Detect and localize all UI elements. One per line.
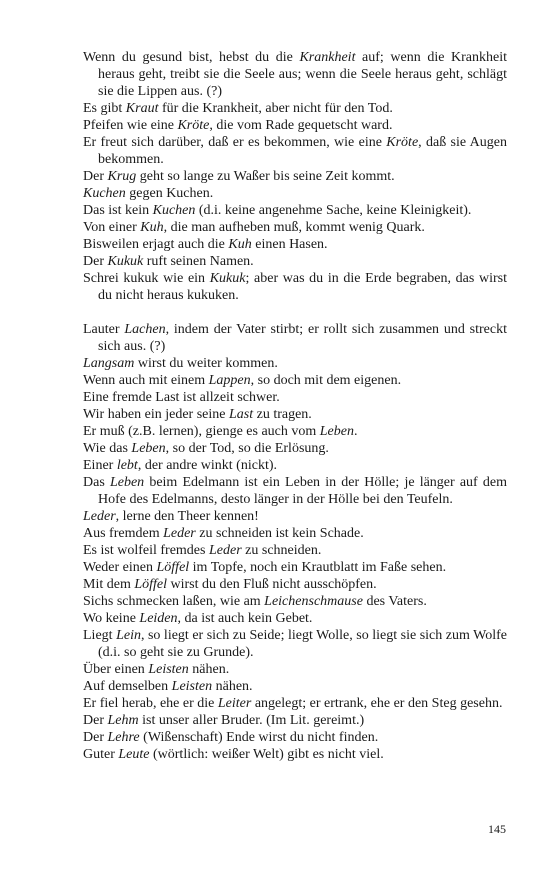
keyword-italic: Leiden: [139, 611, 178, 626]
keyword-italic: Leisten: [171, 679, 213, 694]
proverb-text: ruft seinen Namen.: [143, 254, 254, 269]
proverb-text: Er fiel herab, ehe er die: [83, 696, 218, 711]
proverb-text: ; aber was du in die Erde begraben, das wirst du nicht heraus kukuken.: [98, 271, 507, 303]
keyword-italic: Kuchen: [152, 203, 196, 218]
proverb-text: für die Krankheit, aber nicht für den Tod.: [158, 101, 393, 116]
proverb-text: angelegt; er ertrank, ehe er den Steg gesehn.: [251, 696, 503, 711]
proverb-text: zu schneiden.: [241, 543, 322, 558]
keyword-italic: lebt: [116, 458, 138, 473]
proverb-text: , die man aufheben muß, kommt wenig Quark.: [163, 220, 425, 235]
proverb-entry: [83, 168, 507, 185]
proverb-text: , da ist auch kein Gebet.: [177, 611, 313, 626]
proverb-entry: [83, 457, 507, 474]
proverb-entry: [83, 423, 507, 440]
proverb-entry: [83, 49, 507, 100]
keyword-italic: Kröte: [177, 118, 210, 133]
keyword-italic: Leiter: [217, 696, 252, 711]
proverb-entry: [83, 253, 507, 270]
proverb-text: Guter: [83, 747, 119, 762]
proverb-text: Das: [83, 475, 110, 490]
proverb-text: Der: [83, 169, 108, 184]
page-number: 145: [488, 822, 506, 836]
proverb-text: wirst du den Fluß nicht ausschöpfen.: [167, 577, 377, 592]
proverb-text: Einer: [83, 458, 117, 473]
keyword-italic: Lein: [116, 628, 141, 643]
proverb-text: zu schneiden ist kein Schade.: [195, 526, 364, 541]
proverb-entry: [83, 627, 507, 661]
proverb-text: Eine fremde Last ist allzeit schwer.: [83, 390, 280, 405]
proverb-text: Wie das: [83, 441, 132, 456]
proverb-text: , so doch mit dem eigenen.: [250, 373, 402, 388]
proverb-entry: [83, 746, 507, 763]
proverb-entry: [83, 389, 507, 406]
proverb-text: Er muß (z.B. lernen), gienge es auch vom: [83, 424, 320, 439]
keyword-italic: Lehm: [107, 713, 139, 728]
keyword-italic: Kuh: [228, 237, 252, 252]
proverb-text: Es ist wolfeil fremdes: [83, 543, 209, 558]
keyword-italic: Kuchen: [83, 186, 126, 201]
proverb-entry: [83, 525, 507, 542]
proverb-text: Bisweilen erjagt auch die: [83, 237, 229, 252]
proverb-text: Schrei kukuk wie ein: [83, 271, 210, 286]
proverb-text: , die vom Rade gequetscht ward.: [209, 118, 393, 133]
keyword-italic: Leder: [208, 543, 242, 558]
proverb-entry: [83, 372, 507, 389]
proverb-text: einen Hasen.: [251, 237, 328, 252]
keyword-italic: Kukuk: [209, 271, 246, 286]
proverb-entry: [83, 219, 507, 236]
keyword-italic: Lachen: [124, 322, 166, 337]
block-separator: [83, 304, 507, 321]
keyword-italic: Leder: [83, 509, 116, 524]
keyword-italic: Leben: [109, 475, 145, 490]
keyword-italic: Leben: [319, 424, 354, 439]
proverb-text: (d.i. keine angenehme Sache, keine Kleinigkeit).: [195, 203, 472, 218]
proverb-text: Der: [83, 254, 108, 269]
proverb-text: , der andre winkt (nickt).: [137, 458, 278, 473]
proverb-text: (wörtlich: weißer Welt) gibt es nicht viel.: [149, 747, 384, 762]
proverb-entry: [83, 678, 507, 695]
proverb-entry: [83, 576, 507, 593]
proverb-list: [83, 49, 507, 763]
proverb-text: Aus fremdem: [83, 526, 164, 541]
proverb-entry: [83, 236, 507, 253]
proverb-text: , lerne den Theer kennen!: [115, 509, 259, 524]
proverb-text: auf; wenn die Krankheit heraus geht, treibt sie die Seele aus; wenn die Seele heraus geht, schlägt sie die Lippen aus. (?): [98, 50, 507, 99]
proverb-text: Auf demselben: [83, 679, 172, 694]
proverb-text: Der: [83, 713, 108, 728]
proverb-entry: [83, 559, 507, 576]
proverb-text: Er freut sich darüber, daß er es bekommen, wie eine: [83, 135, 387, 150]
keyword-italic: Leisten: [148, 662, 189, 677]
proverb-entry: [83, 134, 507, 168]
proverb-text: Mit dem: [83, 577, 135, 592]
proverb-entry: [83, 406, 507, 423]
keyword-italic: Löffel: [156, 560, 190, 575]
proverb-entry: [83, 202, 507, 219]
proverb-text: , indem der Vater stirbt; er rollt sich zusammen und streckt sich aus. (?): [98, 322, 508, 354]
proverb-entry: [83, 661, 507, 678]
proverb-text: Über einen: [83, 662, 149, 677]
proverb-text: zu tragen.: [253, 407, 312, 422]
proverb-entry: [83, 270, 507, 304]
proverb-entry: [83, 440, 507, 457]
keyword-italic: Krankheit: [299, 50, 356, 65]
proverb-text: wirst du weiter kommen.: [134, 356, 278, 371]
keyword-italic: Leichenschmause: [264, 594, 363, 609]
proverb-entry: [83, 474, 507, 508]
proverb-text: Wo keine: [83, 611, 140, 626]
proverb-text: Wir haben ein jeder seine: [83, 407, 229, 422]
proverb-text: , daß sie Augen bekommen.: [98, 135, 507, 167]
proverb-text: Von einer: [83, 220, 141, 235]
proverb-text: .: [353, 424, 358, 439]
proverb-text: (Wißenschaft) Ende wirst du nicht finden.: [139, 730, 379, 745]
proverb-entry: [83, 593, 507, 610]
proverb-text: Wenn auch mit einem: [83, 373, 209, 388]
proverb-entry: [83, 610, 507, 627]
keyword-italic: Lappen: [208, 373, 251, 388]
keyword-italic: Last: [228, 407, 254, 422]
proverb-text: beim Edelmann ist ein Leben in der Hölle; je länger auf dem Hofe des Edelmanns, desto länger in der Hölle bei den Teufeln.: [98, 475, 507, 507]
proverb-entry: [83, 185, 507, 202]
keyword-italic: Kraut: [125, 101, 159, 116]
proverb-entry: [83, 542, 507, 559]
proverb-entry: [83, 117, 507, 134]
proverb-text: Wenn du gesund bist, hebst du die: [83, 50, 300, 65]
proverb-entry: [83, 695, 507, 712]
proverb-text: , so der Tod, so die Erlösung.: [165, 441, 329, 456]
proverb-text: Sichs schmecken laßen, wie am: [83, 594, 265, 609]
proverb-text: geht so lange zu Waßer bis seine Zeit kommt.: [136, 169, 395, 184]
proverb-text: Es gibt: [83, 101, 126, 116]
proverb-block: [83, 321, 507, 763]
keyword-italic: Leder: [163, 526, 196, 541]
keyword-italic: Langsam: [83, 356, 135, 371]
keyword-italic: Kröte: [386, 135, 419, 150]
proverb-text: ist unser aller Bruder. (Im Lit. gereimt.): [138, 713, 365, 728]
proverb-block: [83, 49, 507, 304]
keyword-italic: Kuh: [140, 220, 164, 235]
proverb-text: nähen.: [212, 679, 253, 694]
keyword-italic: Leben: [131, 441, 166, 456]
keyword-italic: Lehre: [107, 730, 140, 745]
proverb-text: Liegt: [83, 628, 117, 643]
proverb-entry: [83, 355, 507, 372]
keyword-italic: Löffel: [134, 577, 168, 592]
keyword-italic: Kukuk: [107, 254, 144, 269]
keyword-italic: Leute: [118, 747, 150, 762]
proverb-text: des Vaters.: [362, 594, 427, 609]
proverb-text: Der: [83, 730, 108, 745]
proverb-text: nähen.: [188, 662, 230, 677]
keyword-italic: Krug: [107, 169, 137, 184]
proverb-text: Lauter: [83, 322, 125, 337]
proverb-entry: [83, 321, 507, 355]
proverb-entry: [83, 508, 507, 525]
proverb-entry: [83, 729, 507, 746]
proverb-text: Weder einen: [83, 560, 157, 575]
proverb-text: Das ist kein: [83, 203, 153, 218]
proverb-text: , so liegt er sich zu Seide; liegt Wolle, so liegt sie sich zum Wolfe (d.i. so geht sie zu Grunde).: [98, 628, 507, 660]
proverb-text: gegen Kuchen.: [125, 186, 214, 201]
proverb-text: Pfeifen wie eine: [83, 118, 178, 133]
proverb-entry: [83, 712, 507, 729]
proverb-entry: [83, 100, 507, 117]
proverb-text: im Topfe, noch ein Krautblatt im Faße sehen.: [189, 560, 447, 575]
